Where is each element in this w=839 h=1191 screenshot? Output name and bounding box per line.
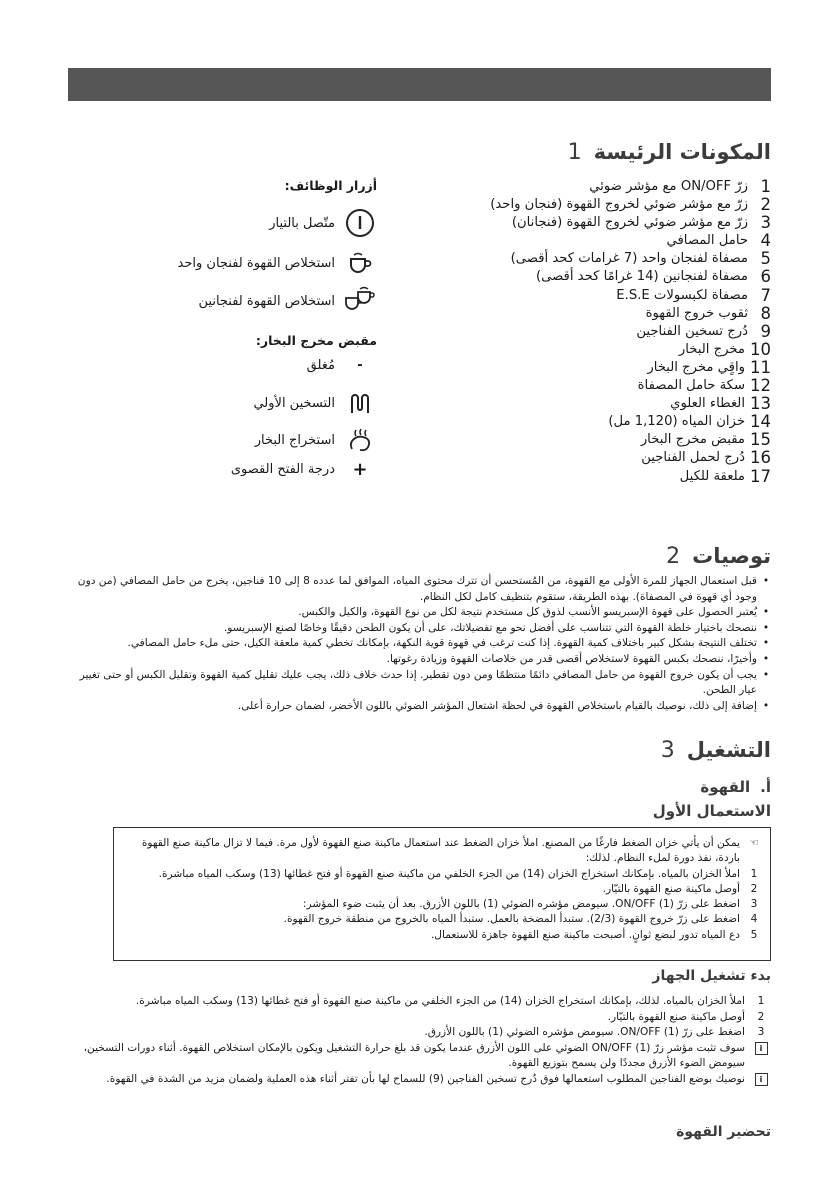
- list-item: 17 ملعقة للكيل: [679, 466, 771, 486]
- list-item: 3 زرّ مع مؤشر ضوئي لخروج القهوة (فنجانان): [511, 213, 771, 233]
- list-item: 3 اضغط على زرّ (1) ON/OFF. سيومض مؤشره الضوئي (1) باللون الأزرق. بعد أن يثبت ضوء المؤشر:: [302, 898, 758, 911]
- function-buttons-panel: [77, 178, 377, 498]
- list-item: 2 أوصل ماكينة صنع القهوة بالتيّار.: [602, 882, 758, 895]
- steam-max: + درجة الفتح القصوى: [231, 459, 377, 480]
- prepare-coffee-heading: تحضير القهوة: [676, 1124, 771, 1140]
- list-item: 15 مقبض مخرج البخار: [640, 430, 771, 450]
- info-note: i سوف تثبت مؤشر زرّ (1) ON/OFF الضوئي على اللون الأزرق عندما يكون قد بلغ حرارة التشغيل ويكون بالإمكان استخلاص القهوة. أثناء دورات التسخين، سيومض الضوء الأزرق مجددًا ولن يسمح بتوزيع القهوة.: [65, 1041, 771, 1072]
- list-item: 9 دُرج تسخين الفناجين: [636, 321, 771, 341]
- components-list: [471, 178, 771, 486]
- plus-icon: +: [352, 459, 368, 480]
- start-heading: بدء تشغيل الجهاز: [652, 968, 771, 984]
- first-use-heading: الاستعمال الأول: [652, 802, 771, 820]
- recommendations-list: [65, 574, 771, 714]
- note-hand-icon: ☜: [749, 837, 759, 849]
- list-item: 11 واقٍي مخرج البخار: [647, 357, 771, 377]
- list-item: 1 املأ الخزان بالمياه. لذلك، بإمكانك استخراج الخزان (14) من الجزء الخلفي من ماكينة صنع القهوة أو فتح غطائها (13) وسكب المياه مباشرة.: [135, 995, 765, 1007]
- list-item: 2 زرّ مع مؤشر ضوئي لخروج القهوة (فنجان واحد): [490, 195, 771, 215]
- one-cup-icon: [343, 246, 377, 280]
- section-3-heading: 3 التشغيل: [660, 738, 771, 763]
- list-item: 7 مصفاة لكبسولات E.S.E: [616, 285, 771, 305]
- power-icon: [343, 206, 377, 240]
- list-item: 5 مصفاة لفنجان واحد (7 غرامات كحد أقصى): [510, 249, 771, 269]
- info-icon: i: [755, 1073, 768, 1086]
- steam-knob-heading: مقبض مخرج البخار:: [255, 333, 377, 348]
- list-item: • قبل استعمال الجهاز للمرة الأولى مع القهوة، من المُستحسن أن تترك محتوى المياه، الموافق لما عدده 8 إلى 10 فناجين، يخرج من حامل المصافي (من دون وجود أي قهوة في المصفاة). بهذه الطريقة، ستقوم بتنظيف كامل لكل النظام.: [77, 575, 770, 603]
- list-item: 13 الغطاء العلوي: [670, 394, 771, 414]
- list-item: 6 مصفاة لفنجانين (14 غرامًا كحد أقصى): [535, 267, 771, 287]
- list-item: • إضافة إلى ذلك، نوصيك بالقيام باستخلاص القهوة في لحظة اشتعال المؤشر الضوئي باللون الأخضر، لضمان حرارة أعلى.: [237, 699, 770, 712]
- list-item: • ننصحك باختيار خلطة القهوة التي تتناسب على أفضل نحو مع تفضيلاتك، على أن يكون الطحن دقيقًا وخاصًا لصنع الإسبريسو.: [223, 621, 770, 634]
- function-buttons-heading: أزرار الوظائف:: [284, 178, 377, 193]
- list-item: • يُعتبر الحصول على قهوة الإسبريسو الأنسب لذوق كل مستخدم نتيجة لكل من نوع القهوة، والكيل والكبس.: [298, 606, 770, 619]
- section-1-heading: [568, 140, 771, 165]
- list-item: 14 خزان المياه (1,120 مل): [608, 412, 771, 432]
- start-steps: [65, 994, 771, 1088]
- first-use-box: [113, 827, 771, 961]
- minus-icon: -: [357, 358, 363, 373]
- section-2-heading: 2 توصيات: [666, 544, 771, 569]
- list-item: • يجب أن يكون خروج القهوة من حامل المصافي دائمًا منتظمًا ومن دون تقطير. إذا حدث خلاف ذلك، يجب عليك تقليل كمية القهوة وتقليل الكبس أو حتى تغيير عيار الطحن.: [79, 668, 770, 697]
- section-number: 1: [567, 140, 582, 165]
- steam-icon: [343, 423, 377, 457]
- header-bar: [68, 68, 771, 101]
- list-item: 4 حامل المصافي: [666, 231, 771, 251]
- list-item: 10 مخرج البخار: [678, 339, 771, 359]
- list-item: • تختلف النتيجة بشكل كبير باختلاف كمية القهوة. إذا كنت ترغب في قهوة قوية النكهة، بإمكانك تخطي كمية ملعقة الكيل، حتى ملء حامل المصافي.: [127, 637, 770, 650]
- list-item: 3 اضغط على زرّ (1) ON/OFF. سيومض مؤشره الضوئي (1) باللون الأزرق.: [424, 1026, 765, 1039]
- list-item: 12 سكة حامل المصفاة: [637, 376, 771, 396]
- info-icon: i: [755, 1042, 768, 1055]
- list-item: 1 زرّ ON/OFF مع مؤشر ضوئي: [589, 177, 771, 196]
- list-item: 4 اضغط على زرّ خروج القهوة (2/3). ستبدأ المضخة بالعمل. ستبدأ المياه بالخروج من منطقة خروج القهوة.: [283, 913, 758, 926]
- list-item: 5 دع المياه تدور لبضع ثوانٍ. أصبحت ماكينة صنع القهوة جاهزة للاستعمال.: [430, 928, 758, 941]
- note-row: ☜ يمكن أن يأتي خزان الضغط فارغًا من المصنع. املأ خزان الضغط عند استعمال ماكينة صنع القهوة لأول مرة. فيما لا تزال ماكينة صنع القهوة باردة، نفذ دورة لملء النظام. لذلك:: [126, 836, 762, 867]
- one-cup-indicator: استخلاص القهوة لفنجان واحد: [178, 246, 377, 280]
- list-item: 16 دُرج لحمل الفناجين: [641, 448, 771, 468]
- steam-extraction: استخراج البخار: [255, 423, 377, 457]
- power-indicator: متّصل بالتيار: [269, 206, 377, 240]
- preheat-icon: [343, 386, 377, 420]
- subsection-coffee: أ. القهوة: [700, 778, 771, 796]
- section-title: المكونات الرئيسة: [593, 140, 771, 164]
- two-cups-icon: [343, 284, 377, 318]
- list-item: • وأخيرًا، ننصحك بكبس القهوة لاستخلاص أقصى قدر من خلاصات القهوة وزيادة رغوتها.: [386, 652, 770, 665]
- list-item: 2 أوصل ماكينة صنع القهوة بالتيّار.: [607, 1010, 765, 1023]
- steam-closed: - مُغلق: [307, 358, 377, 373]
- info-note: i نوصيك بوضع الفناجين المطلوب استعمالها فوق دُرج تسخين الفناجين (9) للسماح لها بأن تفتر أثناء هذه العملية ولضمان مزيد من الشدة في القهوة.: [65, 1072, 771, 1088]
- two-cup-indicator: استخلاص القهوة لفنجانين: [199, 284, 377, 318]
- list-item: 1 املأ الخزان بالمياه. بإمكانك استخراج الخزان (14) من الجزء الخلفي من ماكينة صنع القهوة أو فتح غطائها (13) وسكب المياه مباشرة.: [158, 867, 758, 880]
- list-item: 8 ثقوب خروج القهوة: [645, 303, 771, 323]
- steam-preheat: التسخين الأولي: [253, 386, 377, 420]
